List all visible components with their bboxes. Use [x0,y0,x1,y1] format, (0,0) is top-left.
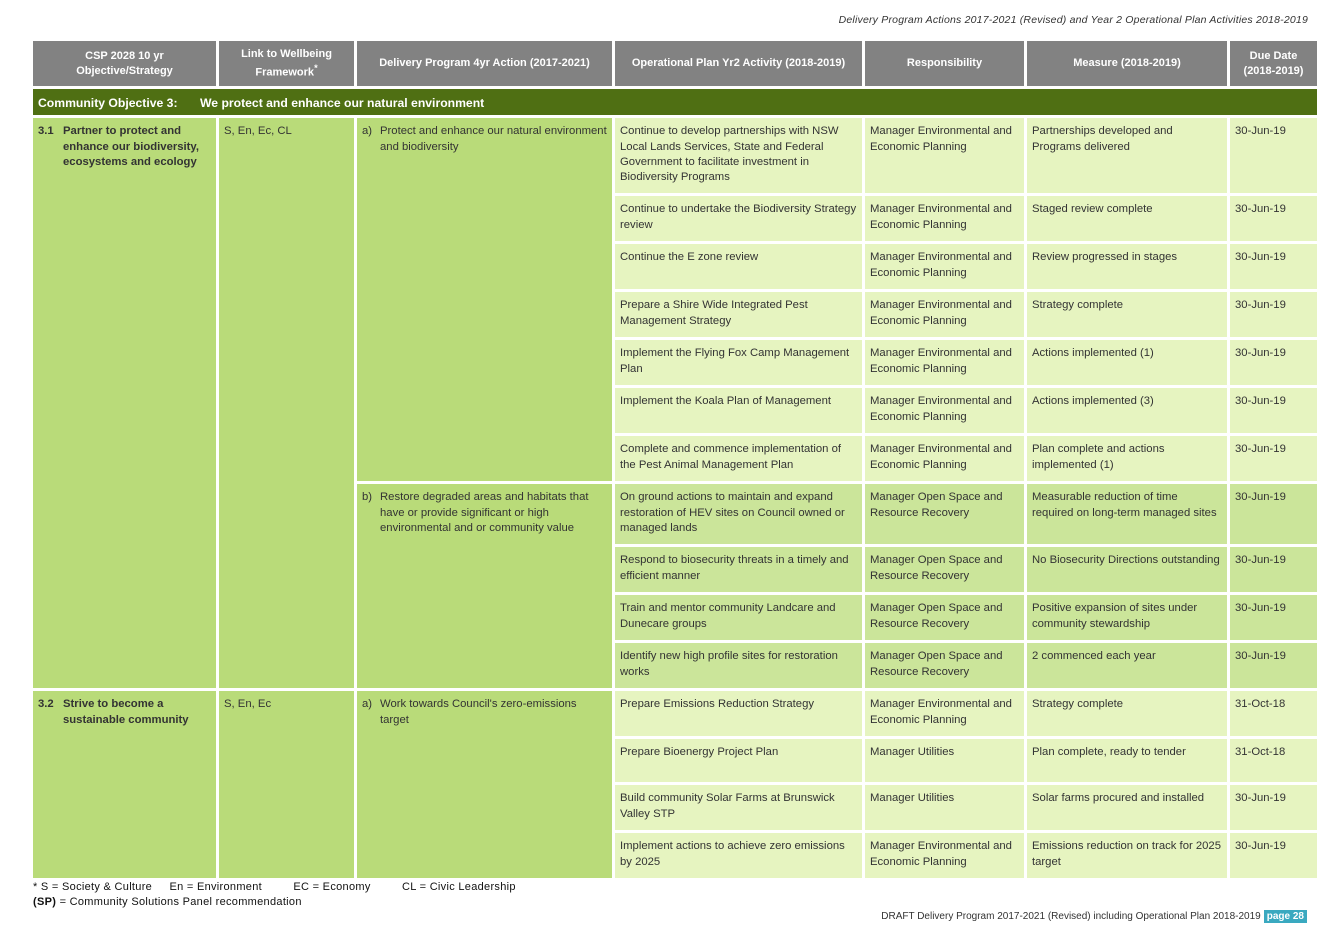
due-cell: 31-Oct-18 [1230,691,1317,736]
activity-cell: Build community Solar Farms at Brunswick Valley STP [615,785,862,830]
sp-text: = Community Solutions Panel recommendation [59,896,302,908]
responsibility-cell: Manager Environmental and Economic Planning [865,436,1024,481]
responsibility-cell: Manager Open Space and Resource Recovery [865,595,1024,640]
due-cell: 30-Jun-19 [1230,196,1317,241]
measure-cell: 2 commenced each year [1027,643,1227,688]
measure-cell: Positive expansion of sites under community stewardship [1027,595,1227,640]
measure-cell: Plan complete and actions implemented (1) [1027,436,1227,481]
measure-cell: Actions implemented (1) [1027,340,1227,385]
action-text: Protect and enhance our natural environment and biodiversity [380,125,607,153]
responsibility-cell: Manager Utilities [865,785,1024,830]
activity-cell: Complete and commence implementation of the Pest Animal Management Plan [615,436,862,481]
header-link-mark: * [314,62,318,73]
footnotes [33,880,516,910]
wellbeing-link-cell: S, En, Ec, CL [219,118,354,688]
header-csp: CSP 2028 10 yr Objective/Strategy [33,41,216,86]
strategy-number: 3.2 [38,698,54,711]
responsibility-cell: Manager Environmental and Economic Planning [865,340,1024,385]
objective-text: We protect and enhance our natural environment [200,96,485,110]
table-header-row [33,41,1317,86]
delivery-action-cell [357,691,612,878]
measure-cell: Partnerships developed and Programs delivered [1027,118,1227,193]
legend-society: * S = Society & Culture [33,881,153,893]
measure-cell: Strategy complete [1027,691,1227,736]
header-responsibility: Responsibility [865,41,1024,86]
measure-cell: Plan complete, ready to tender [1027,739,1227,782]
action-letter: b) [362,491,373,504]
header-due: Due Date (2018-2019) [1230,41,1317,86]
action-text: Restore degraded areas and habitats that have or provide significant or high environmental and or community value [380,491,589,534]
strategy-cell [33,118,216,688]
header-link [219,41,354,86]
measure-cell: Solar farms procured and installed [1027,785,1227,830]
measure-cell: No Biosecurity Directions outstanding [1027,547,1227,592]
legend-economy: EC = Economy [293,881,371,893]
strategy-label [38,697,211,728]
sp-tag: (SP) [33,896,57,908]
responsibility-cell: Manager Environmental and Economic Planning [865,244,1024,289]
due-cell: 30-Jun-19 [1230,484,1317,544]
footer-text: DRAFT Delivery Program 2017-2021 (Revised) including Operational Plan 2018-2019 [881,911,1261,922]
strategy-title: Strive to become a sustainable community [63,698,189,726]
due-cell: 30-Jun-19 [1230,244,1317,289]
wellbeing-link-cell: S, En, Ec [219,691,354,878]
due-cell: 30-Jun-19 [1230,643,1317,688]
activity-cell: Implement the Flying Fox Camp Management Plan [615,340,862,385]
strategy-label [38,124,211,170]
activity-cell: On ground actions to maintain and expand restoration of HEV sites on Council owned or managed lands [615,484,862,544]
activity-cell: Prepare Bioenergy Project Plan [615,739,862,782]
activity-cell: Prepare a Shire Wide Integrated Pest Management Strategy [615,292,862,337]
footnote-legend [33,880,516,895]
activity-cell: Prepare Emissions Reduction Strategy [615,691,862,736]
responsibility-cell: Manager Open Space and Resource Recovery [865,547,1024,592]
delivery-action-cell [357,118,612,481]
responsibility-cell: Manager Environmental and Economic Planning [865,196,1024,241]
due-cell: 30-Jun-19 [1230,436,1317,481]
responsibility-cell: Manager Utilities [865,739,1024,782]
objective-cell [33,89,1317,115]
measure-cell: Strategy complete [1027,292,1227,337]
action-text: Work towards Council's zero-emissions target [380,698,577,726]
action-letter: a) [362,125,373,138]
header-activity: Operational Plan Yr2 Activity (2018-2019) [615,41,862,86]
strategy-cell [33,691,216,878]
activity-cell: Continue to develop partnerships with NSW Local Lands Services, State and Federal Government to facilitate investment in Biodiversity Programs [615,118,862,193]
table-row [33,691,1317,736]
due-cell: 30-Jun-19 [1230,388,1317,433]
activity-cell: Implement the Koala Plan of Management [615,388,862,433]
plan-table [30,38,1320,881]
responsibility-cell: Manager Environmental and Economic Planning [865,118,1024,193]
activity-cell: Train and mentor community Landcare and Dunecare groups [615,595,862,640]
responsibility-cell: Manager Environmental and Economic Planning [865,833,1024,878]
strategy-number: 3.1 [38,125,54,138]
objective-label: Community Objective 3: [38,96,178,110]
activity-cell: Identify new high profile sites for restoration works [615,643,862,688]
measure-cell: Measurable reduction of time required on long-term managed sites [1027,484,1227,544]
delivery-action [362,490,607,536]
responsibility-cell: Manager Environmental and Economic Planning [865,292,1024,337]
measure-cell: Actions implemented (3) [1027,388,1227,433]
due-cell: 30-Jun-19 [1230,547,1317,592]
page-footer [881,911,1307,922]
action-letter: a) [362,698,373,711]
due-cell: 30-Jun-19 [1230,833,1317,878]
due-cell: 30-Jun-19 [1230,118,1317,193]
table-row [33,118,1317,193]
due-cell: 30-Jun-19 [1230,292,1317,337]
responsibility-cell: Manager Open Space and Resource Recovery [865,484,1024,544]
document-header: Delivery Program Actions 2017-2021 (Revised) and Year 2 Operational Plan Activities 2018-2019 [838,14,1308,26]
measure-cell: Review progressed in stages [1027,244,1227,289]
due-cell: 30-Jun-19 [1230,785,1317,830]
header-delivery: Delivery Program 4yr Action (2017-2021) [357,41,612,86]
header-measure: Measure (2018-2019) [1027,41,1227,86]
activity-cell: Continue to undertake the Biodiversity Strategy review [615,196,862,241]
responsibility-cell: Manager Open Space and Resource Recovery [865,643,1024,688]
measure-cell: Staged review complete [1027,196,1227,241]
objective-row [33,89,1317,115]
delivery-action [362,697,607,728]
activity-cell: Implement actions to achieve zero emissions by 2025 [615,833,862,878]
strategy-title: Partner to protect and enhance our biodiversity, ecosystems and ecology [63,125,200,168]
page-number-badge: page 28 [1264,910,1307,923]
due-cell: 31-Oct-18 [1230,739,1317,782]
responsibility-cell: Manager Environmental and Economic Planning [865,388,1024,433]
delivery-action [362,124,607,155]
delivery-action-cell [357,484,612,688]
legend-civic: CL = Civic Leadership [402,881,516,893]
measure-cell: Emissions reduction on track for 2025 target [1027,833,1227,878]
activity-cell: Respond to biosecurity threats in a timely and efficient manner [615,547,862,592]
legend-environment: En = Environment [169,881,262,893]
due-cell: 30-Jun-19 [1230,340,1317,385]
responsibility-cell: Manager Environmental and Economic Planning [865,691,1024,736]
footnote-sp [33,895,516,910]
activity-cell: Continue the E zone review [615,244,862,289]
due-cell: 30-Jun-19 [1230,595,1317,640]
header-link-label: Link to Wellbeing Framework [241,47,332,79]
